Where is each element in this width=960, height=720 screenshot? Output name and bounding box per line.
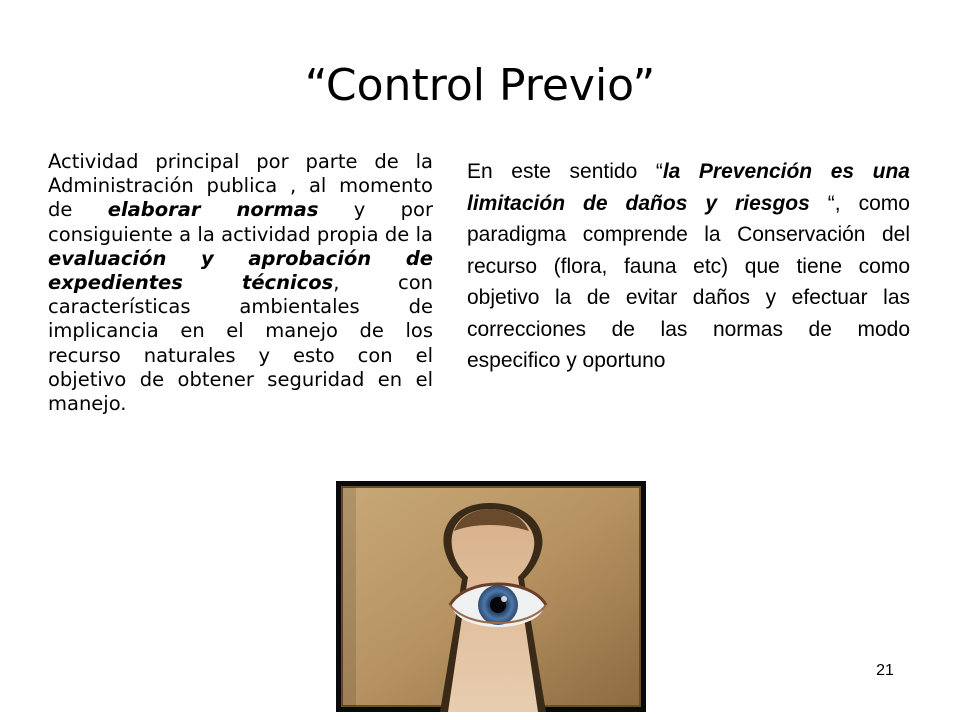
right-emphasis-1: la Prevención es una limitación de daños y riesgos xyxy=(467,160,910,215)
right-text-2: “, como paradigma comprende la Conservación del recurso (flora, fauna etc) que tiene como objetivo la de evitar daños y efectuar las correcciones de las normas de modo especifico y oportuno xyxy=(467,191,910,372)
left-emphasis-1: elaborar normas xyxy=(107,198,319,222)
slide-title: “Control Previo” xyxy=(304,60,656,111)
left-paragraph xyxy=(48,150,433,416)
left-text-2: y por consiguiente a la actividad propia de la xyxy=(48,198,433,246)
keyhole-eye-image xyxy=(336,481,646,712)
left-text-1: Actividad principal por parte de la Administración publica , al momento de xyxy=(48,150,433,222)
left-text-3: , con características ambientales de implicancia en el manejo de los recurso naturales y esto con el objetivo de obtener seguridad en el manejo. xyxy=(48,271,433,416)
left-emphasis-2: evaluación y aprobación de expedientes técnicos xyxy=(48,246,433,295)
right-text-1: En este sentido “ xyxy=(467,160,663,183)
right-paragraph xyxy=(467,156,910,377)
page-number: 21 xyxy=(876,662,894,679)
eye-through-keyhole-icon xyxy=(336,481,646,712)
